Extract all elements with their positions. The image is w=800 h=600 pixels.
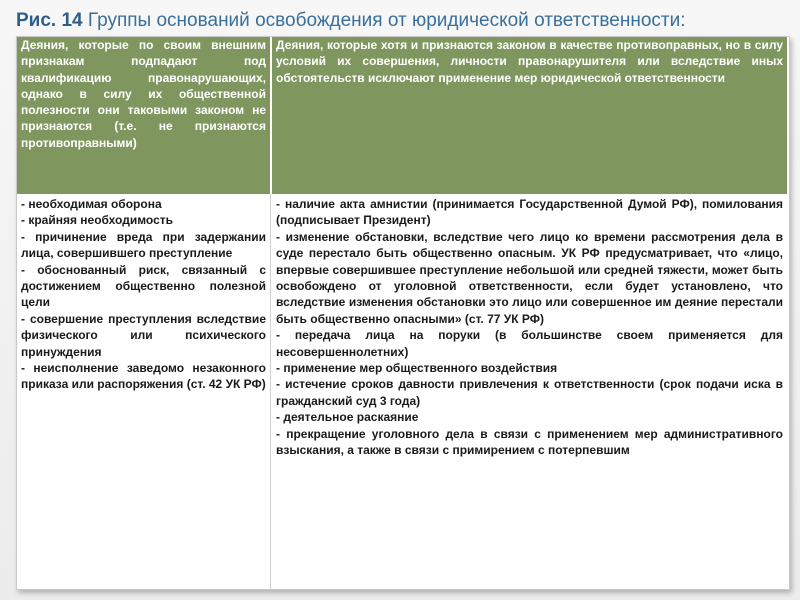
list-item: - крайняя необходимость <box>21 213 174 228</box>
list-item: - наличие акта амнистии (принимается Государственной Думой РФ), помилования (подписывает Президент) <box>276 197 783 228</box>
grounds-table <box>16 36 790 590</box>
column-header-right-text: Деяния, которые хотя и признаются законом в качестве противоправных, но в силу условий их совершения, личности правонарушителя или вследствие иных обстоятельств исключают применение мер юридической ответственности <box>276 38 783 85</box>
list-item: - изменение обстановки, вследствие чего лицо ко времени рассмотрения дела в суде перестало быть общественно опасным. УК РФ предусматривает, что «лицо, впервые совершившее преступление небольшой или средней тяжести, может быть освобождено от уголовной ответственности, если будет установлено, что вследствие изменения обстановки это лицо или совершенное им деяние перестали быть общественно опасными» (ст. 77 УК РФ) <box>276 229 783 326</box>
list-item: - истечение сроков давности привлечения к ответственности (срок подачи иска в гражданский суд 3 года) <box>276 377 783 408</box>
column-divider <box>270 194 271 589</box>
list-item: - обоснованный риск, связанный с достижением общественно полезной цели <box>21 262 266 310</box>
list-item: - неисполнение заведомо незаконного приказа или распоряжения (ст. 42 УК РФ) <box>21 361 266 392</box>
column-header-right <box>272 37 787 194</box>
list-item: - деятельное раскаяние <box>276 410 419 425</box>
right-column-items <box>272 196 787 459</box>
column-header-left <box>17 37 270 194</box>
list-item: - передача лица на поруки (в большинстве своем применяется для несовершеннолетних) <box>276 328 783 359</box>
list-item: - совершение преступления вследствие физического или психического принуждения <box>21 311 266 359</box>
list-item: - прекращение уголовного дела в связи с применением мер административного взыскания, а также в связи с примирением с потерпевшим <box>276 426 783 458</box>
left-column-items <box>17 196 270 393</box>
list-item: - необходимая оборона <box>21 197 162 211</box>
column-header-left-text: Деяния, которые по своим внешним признакам подпадают под квалификацию правонарушающих, однако в силу их общественной полезности они таковыми законом не признаются (т.е. не признаются противоправными) <box>21 38 266 150</box>
list-item: - применение мер общественного воздействия <box>276 361 558 376</box>
figure-label: Рис. 14 <box>16 10 83 31</box>
list-item: - причинение вреда при задержании лица, совершившего преступление <box>21 229 266 261</box>
figure-caption: Группы оснований освобождения от юридической ответственности: <box>87 10 686 31</box>
figure-title <box>16 10 686 32</box>
